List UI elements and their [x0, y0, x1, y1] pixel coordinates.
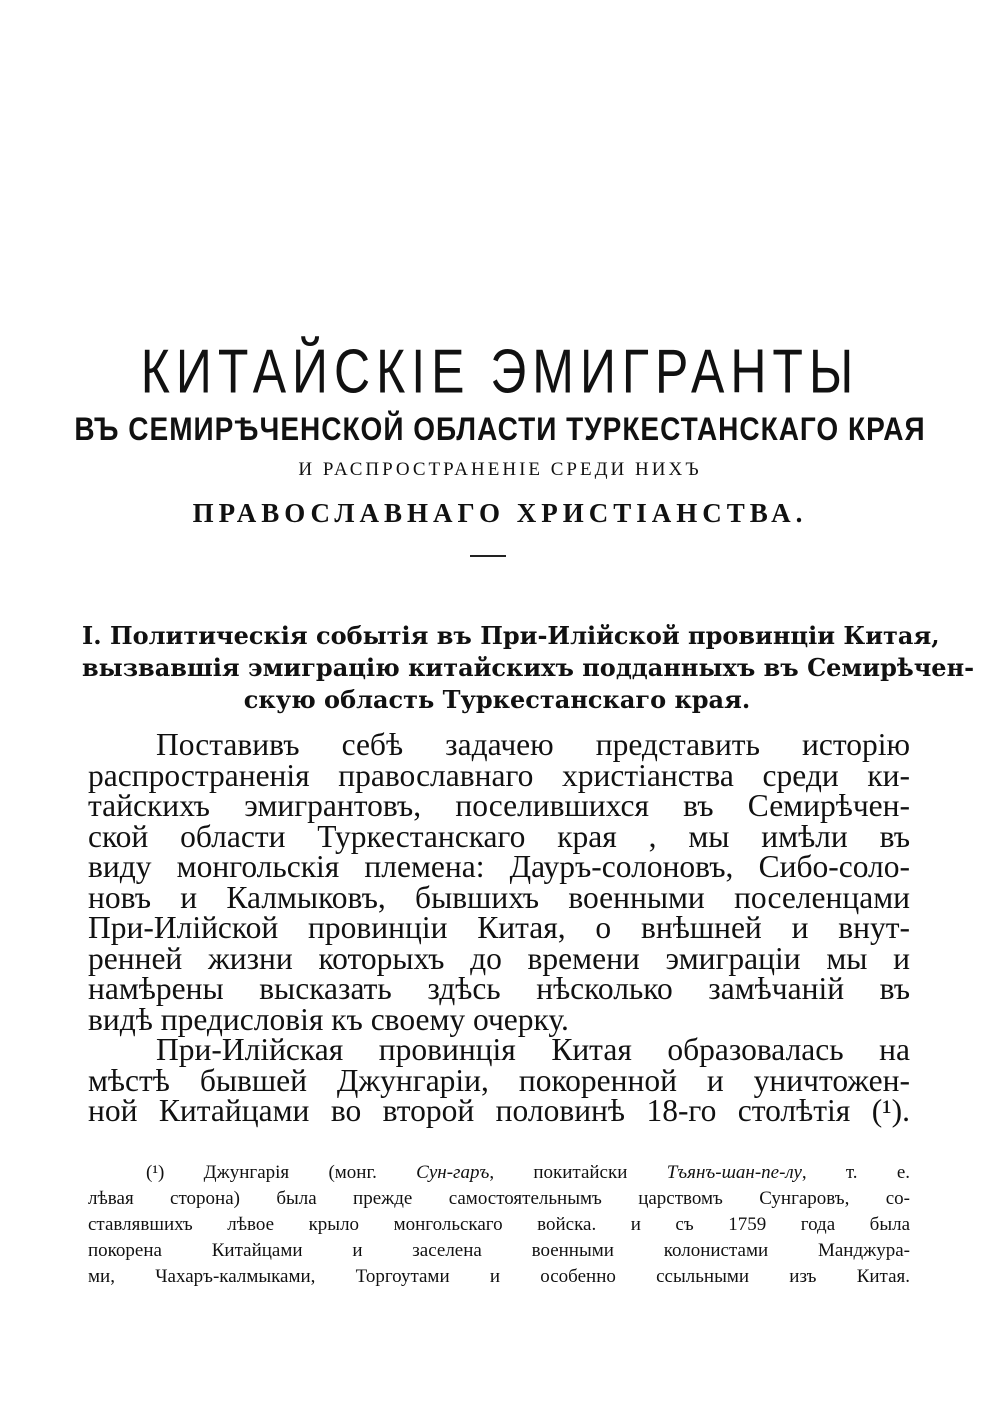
body-line: видѣ предисловія къ своему очерку. — [88, 1001, 569, 1037]
section-heading-line: скую область Туркестанскаго края. — [243, 685, 751, 714]
body-line: При-Илійская провинція Китая образовалась на — [156, 1032, 910, 1067]
footnote — [88, 1160, 910, 1290]
page-title: КИТАЙСКІЕ ЭМИГРАНТЫ — [140, 336, 860, 406]
body-line: намѣрены высказать здѣсь нѣсколько замѣчаній въ — [88, 971, 910, 1006]
section-heading — [82, 620, 975, 716]
section-heading-line: вызвавшія эмиграцію китайскихъ подданныхъ въ Семирѣчен- — [82, 653, 975, 682]
footnote-line: лѣвая сторона) была прежде самостоятельнымъ царствомъ Сунгаровъ, со- — [88, 1188, 910, 1209]
body-line: ской области Туркестанскаго края , мы имѣли въ — [88, 818, 910, 854]
footnote-line — [88, 1160, 910, 1186]
footnote-term: Тъянъ-шан-пе-лу — [666, 1162, 802, 1183]
body-line: Поставивъ себѣ задачею представить исторію — [156, 727, 910, 762]
footnote-text: , покитайски — [489, 1162, 628, 1183]
body-line: виду монгольскія племена: Дауръ-солоновъ, Сибо-соло- — [88, 849, 910, 884]
footnote-marker: (¹) — [146, 1162, 165, 1183]
body-text — [88, 727, 910, 1128]
body-line: мѣстѣ бывшей Джунгаріи, покоренной и уничтожен- — [88, 1062, 910, 1098]
footnote-text: , т. е. — [801, 1162, 911, 1183]
footnote-text: Джунгарія (монг. — [203, 1162, 377, 1183]
body-line: тайскихъ эмигрантовъ, поселившихся въ Семирѣчен- — [88, 788, 910, 823]
body-line: новъ и Калмыковъ, бывшихъ военными поселенцами — [88, 879, 910, 915]
title-subtitle-connector: И РАСПРОСТРАНЕНІЕ СРЕДИ НИХЪ — [298, 459, 702, 480]
footnote-line: покорена Китайцами и заселена военными колонистами Манджура- — [88, 1240, 910, 1261]
body-line: распространенія православнаго христіанства среди ки- — [88, 757, 910, 793]
body-line: ренней жизни которыхъ до времени эмиграціи мы и — [88, 940, 910, 976]
footnote-line: ставлявшихъ лѣвое крыло монгольскаго войска. и съ 1759 года была — [88, 1214, 910, 1235]
body-line: При-Илійской провинціи Китая, о внѣшней и внут- — [88, 910, 910, 945]
footnote-term: Сун-гаръ — [416, 1162, 490, 1183]
section-heading-line: I. Политическія событія въ При-Илійской провинціи Китая, — [82, 621, 940, 650]
footnote-line: ми, Чахаръ-калмыками, Торгоутами и особенно ссыльными изъ Китая. — [88, 1266, 910, 1287]
title-subtitle-christianity: ПРАВОСЛАВНАГО ХРИСТІАНСТВА. — [192, 498, 808, 528]
body-line: ной Китайцами во второй половинѣ 18-го столѣтія (¹). — [88, 1093, 910, 1128]
title-divider — [470, 555, 506, 557]
title-subtitle-region: ВЪ СЕМИРѢЧЕНСКОЙ ОБЛАСТИ ТУРКЕСТАНСКАГО КРАЯ — [74, 411, 926, 447]
